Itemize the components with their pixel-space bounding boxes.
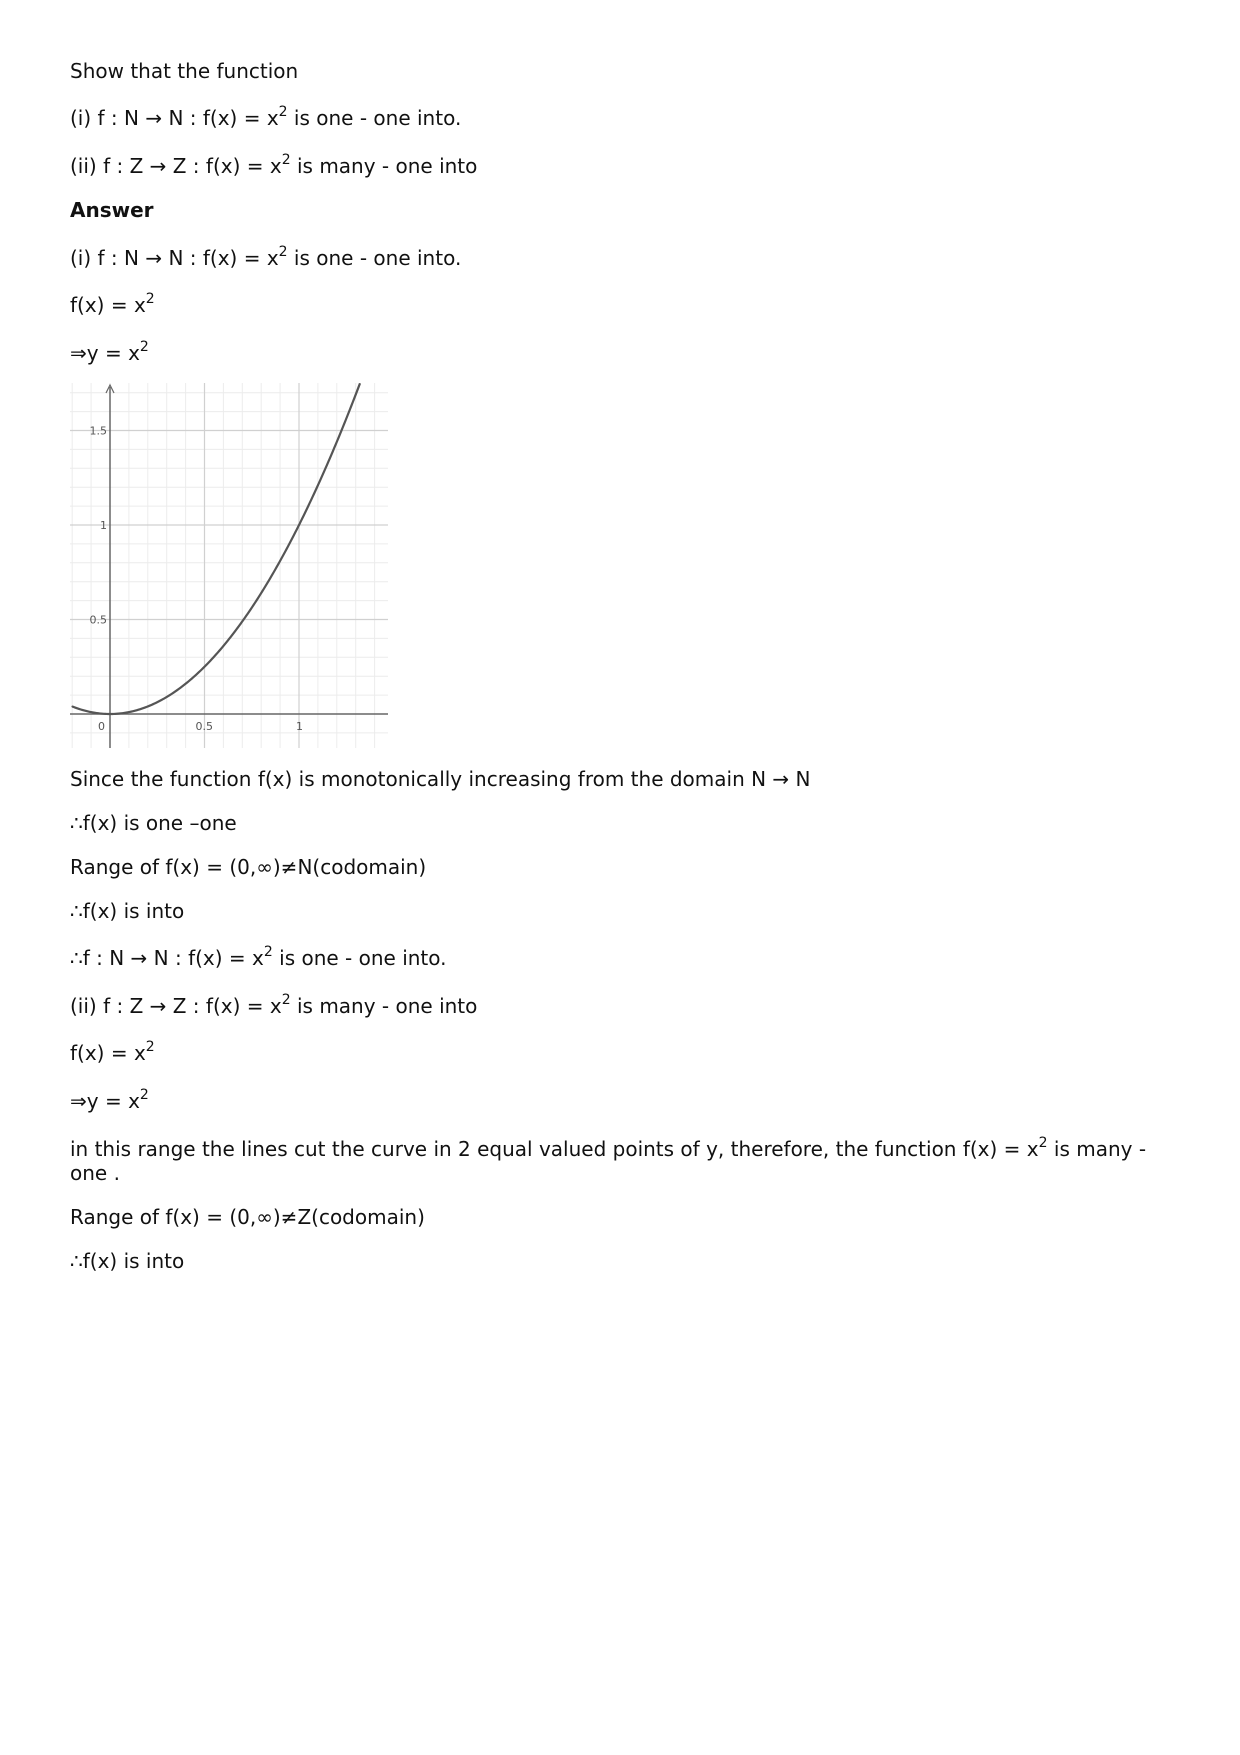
- expr-text: is one - one into.: [287, 106, 462, 130]
- answer-part-i-title: [70, 246, 461, 270]
- answer-part-i-line3: Range of f(x) = (0,∞)≠N(codomain): [70, 855, 427, 879]
- curve-point: [242, 621, 244, 623]
- expr-text: f(x) = x: [70, 1041, 146, 1065]
- exponent: 2: [281, 992, 291, 1008]
- answer-part-ii-line1: Range of f(x) = (0,∞)≠Z(codomain): [70, 1205, 425, 1229]
- answer-heading: Answer: [70, 198, 154, 222]
- curve-point: [185, 683, 187, 685]
- curve-point: [166, 696, 168, 698]
- curve-point: [109, 713, 111, 715]
- y-tick-label: 0.5: [89, 613, 107, 627]
- expr-text: f(x) = x: [70, 293, 146, 317]
- expr-text: is many - one into: [290, 994, 478, 1018]
- curve-point: [298, 524, 300, 526]
- expr-text: ⇒y = x: [70, 341, 140, 365]
- answer-part-i-line4: ∴f(x) is into: [70, 899, 185, 923]
- curve-point: [260, 592, 262, 594]
- curve-point: [336, 441, 338, 443]
- curve-point: [128, 711, 130, 713]
- y-tick-label: 1.5: [89, 424, 107, 438]
- exponent: 2: [278, 104, 288, 120]
- y-tick-label: 1: [100, 519, 107, 532]
- answer-part-i-line1: Since the function f(x) is monotonically increasing from the domain N → N: [70, 767, 811, 791]
- answer-part-i-line5: [70, 946, 447, 970]
- exponent: 2: [278, 244, 288, 260]
- parabola-graph: [70, 383, 388, 748]
- expr-text: in this range the lines cut the curve in 2 equal valued points of y, therefore, the function f(x) = x: [70, 1137, 1039, 1161]
- expr-text: (i) f : N → N : f(x) = x: [70, 106, 279, 130]
- x-tick-label: 0.5: [195, 720, 213, 733]
- curve-point: [147, 706, 149, 708]
- exponent: 2: [139, 339, 149, 355]
- parabola-curve: [72, 383, 360, 714]
- expr-text: is many - one into: [290, 154, 478, 178]
- question-part-i: [70, 106, 461, 130]
- answer-part-i-eq1: [70, 293, 155, 317]
- exponent: 2: [145, 291, 155, 307]
- question-intro: Show that the function: [70, 59, 299, 83]
- exponent: 2: [281, 152, 291, 168]
- curve-point: [90, 711, 92, 713]
- curve-point: [71, 706, 73, 708]
- expr-text: (i) f : N → N : f(x) = x: [70, 246, 279, 270]
- answer-part-ii-line2: ∴f(x) is into: [70, 1249, 185, 1273]
- curve-point: [279, 560, 281, 562]
- x-tick-label: 1: [296, 720, 303, 733]
- expr-text: ⇒y = x: [70, 1089, 140, 1113]
- expr-text: (ii) f : Z → Z : f(x) = x: [70, 154, 282, 178]
- answer-part-ii-eq2: [70, 1089, 149, 1113]
- expr-text: (ii) f : Z → Z : f(x) = x: [70, 994, 282, 1018]
- answer-part-ii-eq1: [70, 1041, 155, 1065]
- answer-part-ii-paragraph: [70, 1137, 1170, 1185]
- graph-svg: [70, 383, 388, 748]
- x-tick-label: 0: [98, 720, 105, 733]
- exponent: 2: [139, 1087, 149, 1103]
- curve-point: [223, 645, 225, 647]
- question-part-ii: [70, 154, 477, 178]
- exponent: 2: [263, 944, 273, 960]
- exponent: 2: [145, 1039, 155, 1055]
- expr-text: is one - one into.: [272, 946, 447, 970]
- curve-point: [355, 394, 357, 396]
- curve-point: [204, 666, 206, 668]
- curve-point: [317, 485, 319, 487]
- answer-part-i-line2: ∴f(x) is one –one: [70, 811, 237, 835]
- expr-text: ∴f : N → N : f(x) = x: [70, 946, 264, 970]
- expr-text: is many - one .: [70, 1137, 1147, 1185]
- answer-part-i-eq2: [70, 341, 149, 365]
- expr-text: is one - one into.: [287, 246, 462, 270]
- answer-part-ii-title: [70, 994, 477, 1018]
- exponent: 2: [1038, 1135, 1048, 1151]
